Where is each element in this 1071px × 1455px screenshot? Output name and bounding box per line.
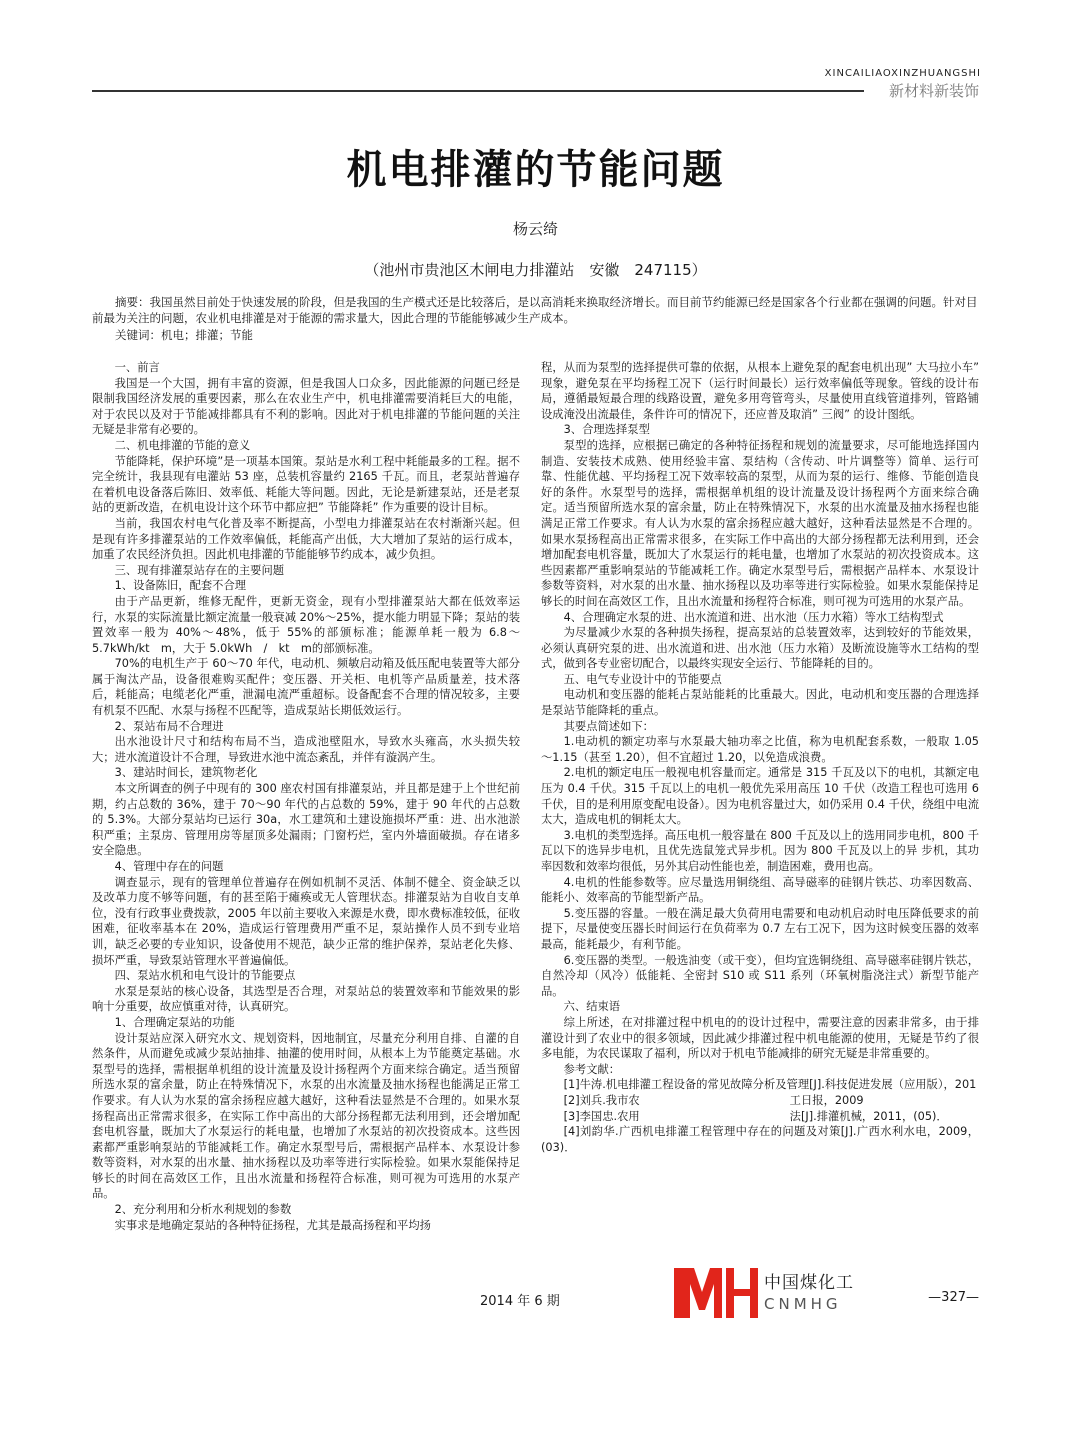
subheading: 2、充分利用和分析水利规划的参数	[114, 1203, 292, 1217]
paragraph: 泵型的选择，应根据已确定的各种特征扬程和规划的流量要求，尽可能地选择国内制造、安装技术成熟、使用经验丰富、泵结构（含传动、叶片调整等）简单、运行可靠、性能优越、平均扬程工况下效率较高的泵型，从而为泵的运行、维修、节能创造良好的条件。水泵型号的选择，需根据单机组的设计流量及设计扬程两个方面来综合确定。适当预留所选水泵的富余量，防止在特殊情况下，水泵的出水流量及抽水扬程也能满足正常工作要求。有人认为水泵的富余扬程应越大越好，这种看法显然是不合理的。如果水泵扬程高出正常需求很多，在实际工作中高出的大部分扬程都无法利用到，还会增加配套电机容量，既加大了水泵运行的耗电量，也增加了水泵站的初次投资成本。这些因素都严重影响泵站的节能减耗工作。确定水泵型号后，需根据产品样本、水泵设计参数等资料，对水泵的出水量、抽水扬程以及功率等进行实际检验。如果水泵能保持足够长的时间在高效区工作，且出水流量和扬程符合标准，则可视为可选用的水泵产品。	[541, 438, 979, 608]
paragraph: 实事求是地确定泵站的各种特征扬程，尤其是最高扬程和平均扬	[114, 1218, 431, 1232]
left-column	[92, 360, 520, 1285]
subheading: 4、管理中存在的问题	[114, 860, 224, 873]
reference-fragment: 工日报，2009	[789, 1093, 864, 1107]
subheading: 4、合理确定水泵的进、出水流道和进、出水池（压力水箱）等水工结构型式	[563, 610, 944, 624]
reference-item: [1]牛涛.机电排灌工程设备的常见故障分析及管理[J].科技促进发展（应用版），201	[563, 1078, 977, 1092]
reference-item: [4]刘韵华.广西机电排灌工程管理中存在的问题及对策[J].广西水利水电，2009，(03)．	[541, 1125, 979, 1154]
paragraph: 1.电动机的额定功率与水泵最大轴功率之比值，称为电机配套系数，一般取 1.05 ～1.15（甚至 1.20），但不宜超过 1.20，以免造成浪费。	[541, 735, 979, 764]
paragraph: 6.变压器的类型。一般选油变（或干变），但均宜选铜绕组、高导磁率硅钢片铁芯，自然冷却（风冷）低能耗、全密封 S10 或 S11 系列（环氧树脂浇注式）新型节能产品。	[541, 953, 979, 998]
right-column	[541, 360, 979, 1260]
references	[541, 1077, 979, 1155]
paragraph: 设计泵站应深入研究水文、规划资料，因地制宜，尽量充分利用自排、自灌的自然条件，从而避免或减少泵站抽排、抽灌的使用时间，从根本上为节能奠定基础。水泵型号的选择，需根据单机组的设计流量及设计扬程两个方面来综合确定。适当预留所选水泵的富余量，防止在特殊情况下，水泵的出水流量及抽水扬程也能满足正常工作要求。有人认为水泵的富余扬程应越大越好，这种看法显然是不合理的。如果水泵扬程高出正常需求很多，在实际工作中高出的大部分扬程都无法利用到，还会增加配套电机容量，既加大了水泵运行的耗电量，也增加了水泵站的初次投资成本。这些因素都严重影响泵站的节能减耗工作。确定水泵型号后，需根据产品样本、水泵设计参数等资料，对水泵的出水量、抽水扬程以及功率等进行实际检验。如果水泵能保持足够长的时间在高效区工作，且出水流量和扬程符合标准，则可视为可选用的水泵产品。	[92, 1031, 520, 1201]
paragraph: 综上所述，在对排灌过程中机电的的设计过程中，需要注意的因素非常多，由于排灌设计到了农业中的很多领域，因此减少排灌过程中机电能源的使用，无疑是节约了很多电能，为农民谋取了福利，所以对于机电节能减排的研究无疑是非常重要的。	[541, 1015, 979, 1061]
keywords: 关键词：机电；排灌；节能	[115, 328, 253, 342]
subheading: 3、合理选择泵型	[563, 423, 650, 437]
logo-text-cn: 中国煤化工	[764, 1273, 854, 1293]
header-chinese: 新材料新装饰	[883, 80, 979, 101]
heading: 一、前言	[114, 361, 160, 374]
paragraph: 调查显示，现有的管理单位普遍存在例如机制不灵活、体制不健全、资金缺乏以及改革力度不够等问题，有的甚至陷于瘫痪或无人管理状态。排灌泵站为自收自支单位，没有行政事业费拨款，2005 年以前主要收入来源是水费，即水费标准较低，征收困难，征收率基本在 20%，造成运行管理费用严重不足，泵站操作人员不到专业培训，缺乏必要的专业知识，设备使用不规范，缺少正常的维护保养，泵站老化失修、损坏严重，导致泵站管理水平普遍偏低。	[92, 875, 520, 967]
references-heading: 参考文献：	[563, 1062, 621, 1076]
reference-item	[541, 1093, 979, 1109]
reference-item	[541, 1109, 979, 1125]
paragraph: 为尽量减少水泵的各种损失扬程，提高泵站的总装置效率，达到较好的节能效果，必须认真研究泵的进、出水流道和进、出水池（压力水箱）及断流设施等水工结构的型式，做到各专业密切配合，以最终实现安全运行、节能降耗的目的。	[541, 626, 979, 671]
paragraph: 水泵是泵站的核心设备，其选型是否合理，对泵站总的装置效率和节能效果的影响十分重要，故应慎重对待，认真研究。	[92, 984, 520, 1014]
paragraph: 其要点简述如下：	[563, 719, 654, 733]
author: 杨云绮	[512, 220, 558, 238]
paragraph: 70%的电机生产于 60～70 年代，电动机、频敏启动箱及低压配电装置等大部分属于淘汰产品，设备很难购买配件；变压器、开关柜、电机等产品质量差，技术落后，耗能高；电缆老化严重，泄漏电流严重超标。设备配套不合理的情况较多，主要有机泵不匹配、水泵与扬程不匹配等，造成泵站长期低效运行。	[92, 657, 520, 718]
paragraph: 我国是一个大国，拥有丰富的资源，但是我国人口众多，因此能源的问题已经是限制我国经济发展的重要因素，那么在农业生产中，机电排灌需要消耗巨大的电能，对于农民以及对于节能减排都具有不利的影响。因此对于机电排灌的节能问题的关注无疑是非常有必要的。	[92, 376, 520, 437]
abstract: 摘要：我国虽然目前处于快速发展的阶段，但是我国的生产模式还是比较落后，是以高消耗来换取经济增长。而目前节约能源已经是国家各个行业都在强调的问题。针对目前最为关注的问题，农业机电排灌是对于能源的需求量大，因此合理的节能能够减少生产成本。	[92, 295, 978, 325]
paragraph: 2.电机的额定电压一般视电机容量而定。通常是 315 千瓦及以下的电机，其额定电压为 0.4 千伏。315 千瓦以上的电机一般优先采用高压 10 千伏（改造工程也可选用 6 千伏，目的是利用原变配电设备）。因为电机容量过大，如仍采用 0.4 千伏，绕组中电流太大，造成电机的铜耗太大。	[541, 766, 979, 827]
reference-fragment: [3]李国忠.农用	[563, 1109, 640, 1123]
paragraph: 由于产品更新，维修无配件，更新无资金，现有小型排灌泵站大都在低效率运行，水泵的实际流量比额定流量一般衰减 20%～25%，提水能力明显下降；泵站的装置效率一般为 40%～48%，低于 55%的部颁标准；能源单耗一般为 6.8～5.7kWh/kt m，大于 5.0kWh / kt m的部颁标准。	[92, 594, 520, 655]
header-english: XINCAILIAOXINZHUANGSHI	[824, 68, 981, 79]
paragraph: 4.电机的性能参数等。应尽量选用铜绕组、高导磁率的硅钢片铁芯、功率因数高、能耗小、效率高的节能型新产品。	[541, 875, 979, 905]
paragraph: 当前，我国农村电气化普及率不断提高，小型电力排灌泵站在农村渐渐兴起。但是现有许多排灌泵站的工作效率偏低，耗能高产出低，大大增加了泵站的运行成本，加重了农民经济负担。因此机电排灌的节能能够节约成本，减少负担。	[92, 516, 520, 562]
reference-fragment: 法[J].排灌机械，2011，(05)．	[789, 1109, 948, 1123]
logo-text-en: CNMHG	[764, 1295, 842, 1313]
heading: 六、结束语	[563, 1000, 621, 1014]
paragraph: 程，从而为泵型的选择提供可靠的依据，从根本上避免泵的配套电机出现” 大马拉小车” 现象，避免泵在平均扬程工况下（运行时间最长）运行效率偏低等现象。管线的设计布局，遵循最短最合理的线路设置，避免多用弯管弯头，尽量使用直线管道排列，管路铺设成淹没出流最佳，条件许可的情况下，还应普及取消” 三阀” 的设计图纸。	[541, 361, 979, 421]
paragraph: 5.变压器的容量。一般在满足最大负荷用电需要和电动机启动时电压降低要求的前提下，尽量使变压器长时间运行在负荷率为 0.7 左右工况下，因为这时候变压器的效率最高，能耗最少，有利节能。	[541, 906, 979, 951]
watermark-logo	[672, 1262, 884, 1322]
paragraph: 本文所调查的例子中现有的 300 座农村国有排灌泵站，并且都是建于上个世纪前期，约占总数的 36%，建于 70～90 年代的占总数的 59%，建于 90 年代的占总数的 5.3%。大部分泵站均已运行 30a，水工建筑和土建设施损坏严重：进、出水池淤积严重；主泵房、管理用房等屋顶多处漏雨；门窗朽烂，室内外墙面破损。存在诸多安全隐患。	[92, 782, 520, 858]
subheading: 1、合理确定泵站的功能	[114, 1015, 235, 1029]
heading: 五、电气专业设计中的节能要点	[563, 672, 722, 686]
paragraph: 3.电机的类型选择。高压电机一般容量在 800 千瓦及以上的选用同步电机，800 千瓦以下的选异步电机，且优先选鼠笼式异步机。因为 800 千瓦及以上的异 步机，其功率因数和效率均很低，另外其启动性能也差，制造困难，费用也高。	[541, 828, 979, 873]
subheading: 2、泵站布局不合理进	[114, 719, 224, 733]
page-number: —327—	[928, 1290, 979, 1305]
heading: 二、机电排灌的节能的意义	[114, 438, 251, 452]
affiliation: （池州市贵池区木闸电力排灌站 安徽 247115）	[364, 261, 707, 279]
heading: 三、现有排灌泵站存在的主要问题	[114, 563, 285, 577]
footer-issue: 2014 年 6 期	[480, 1294, 560, 1309]
paragraph: 节能降耗，保护环境”是一项基本国策。泵站是水利工程中耗能最多的工程。据不完全统计，我县现有电灌站 53 座，总装机容量约 2165 千瓦。而且，老泵站普遍存在着机电设备落后陈旧、效率低、耗能大等问题。因此，无论是新建泵站，还是老泵站的更新改造，在机电设计这个环节中都应把” 节能降耗” 作为重要的设计目标。	[92, 454, 520, 515]
heading: 四、泵站水机和电气设计的节能要点	[114, 969, 296, 983]
header-rule	[92, 90, 864, 92]
subheading: 1、设备陈旧，配套不合理	[114, 579, 247, 593]
mh-logo-icon	[672, 1262, 760, 1322]
paragraph: 出水池设计尺寸和结构布局不当，造成池壁阻水，导致水头雍高，水头损失较大；进水流道设计不合理，导致进水池中流态紊乱，并伴有漩涡产生。	[92, 735, 520, 764]
subheading: 3、建站时间长，建筑物老化	[114, 766, 258, 780]
paragraph: 电动机和变压器的能耗占泵站能耗的比重最大。因此，电动机和变压器的合理选择是泵站节能降耗的重点。	[541, 688, 979, 718]
reference-fragment: [2]刘兵.我市农	[563, 1093, 640, 1107]
page-title: 机电排灌的节能问题	[346, 147, 725, 193]
